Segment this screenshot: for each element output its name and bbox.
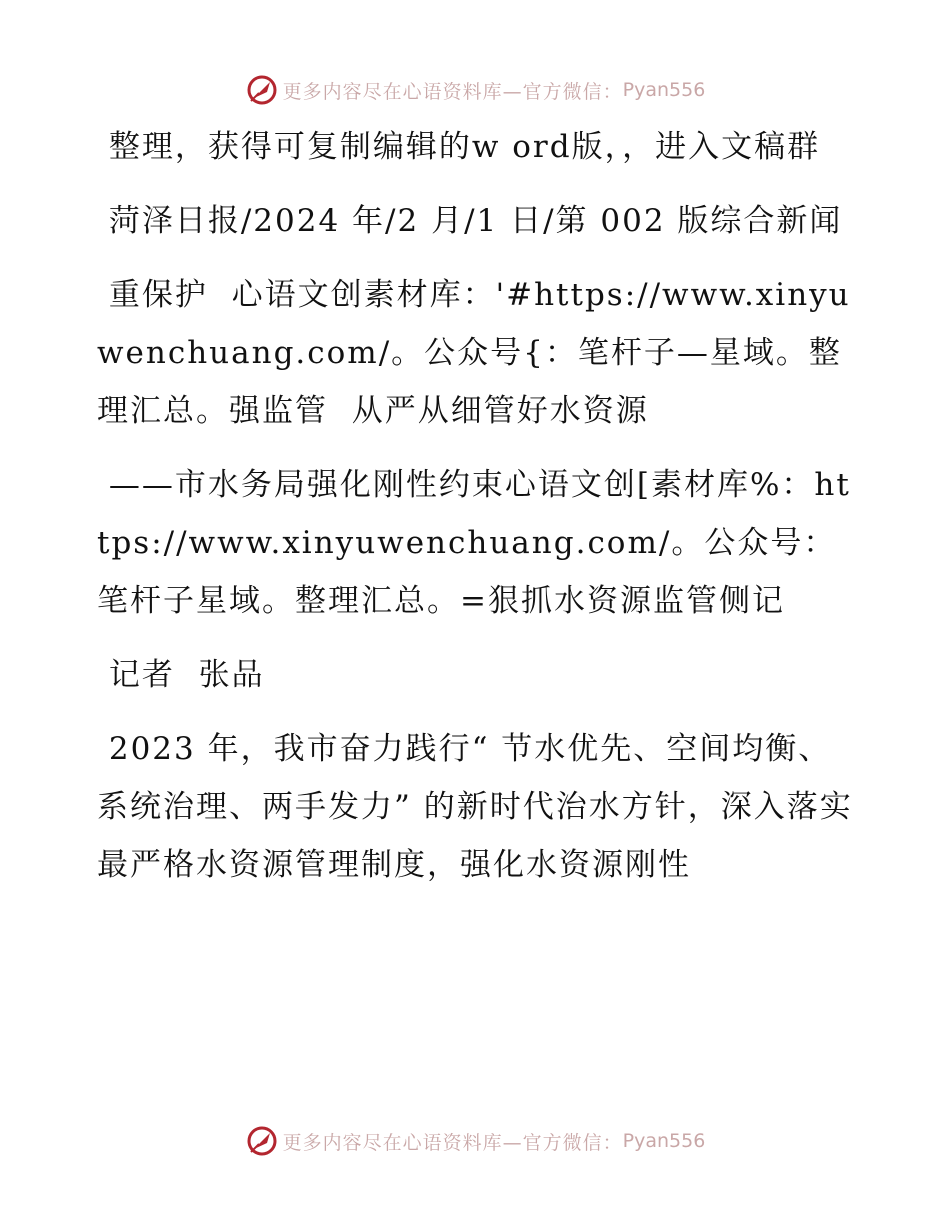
paragraph-headline: 重保护 心语文创素材库：'#https://www.xinyuwenchuang.com/。公众号{：笔杆子—星域。整理汇总。强监管 从严从细管好水资源 xyxy=(97,277,851,429)
paragraph-intro: 整理，获得可复制编辑的w ord版，，进入文稿群 xyxy=(97,129,821,165)
paragraph-byline: 记者 张品 xyxy=(97,657,265,693)
paragraph-body: 2023 年，我市奋力践行“ 节水优先、空间均衡、系统治理、两手发力” 的新时代治水方针，深入落实最严格水资源管理制度，强化水资源刚性 xyxy=(97,731,853,883)
paragraph-subheadline: ——市水务局强化刚性约束心语文创[素材库%：https://www.xinyuwenchuang.com/。公众号：笔杆子星域。整理汇总。=狠抓水资源监管侧记 xyxy=(97,467,851,619)
paragraph-source: 菏泽日报/2024 年/2 月/1 日/第 002 版综合新闻 xyxy=(97,203,843,239)
watermark-account: Pyan556 xyxy=(622,1130,706,1152)
footer-watermark xyxy=(0,1121,950,1161)
quill-logo-icon xyxy=(245,1124,279,1158)
watermark-text: 更多内容尽在心语资料库—官方微信： xyxy=(282,1131,623,1154)
header-watermark xyxy=(0,70,950,110)
document-body xyxy=(97,118,857,894)
watermark-text: 更多内容尽在心语资料库—官方微信： xyxy=(282,80,623,103)
watermark-account: Pyan556 xyxy=(622,79,706,101)
quill-logo-icon xyxy=(245,73,279,107)
